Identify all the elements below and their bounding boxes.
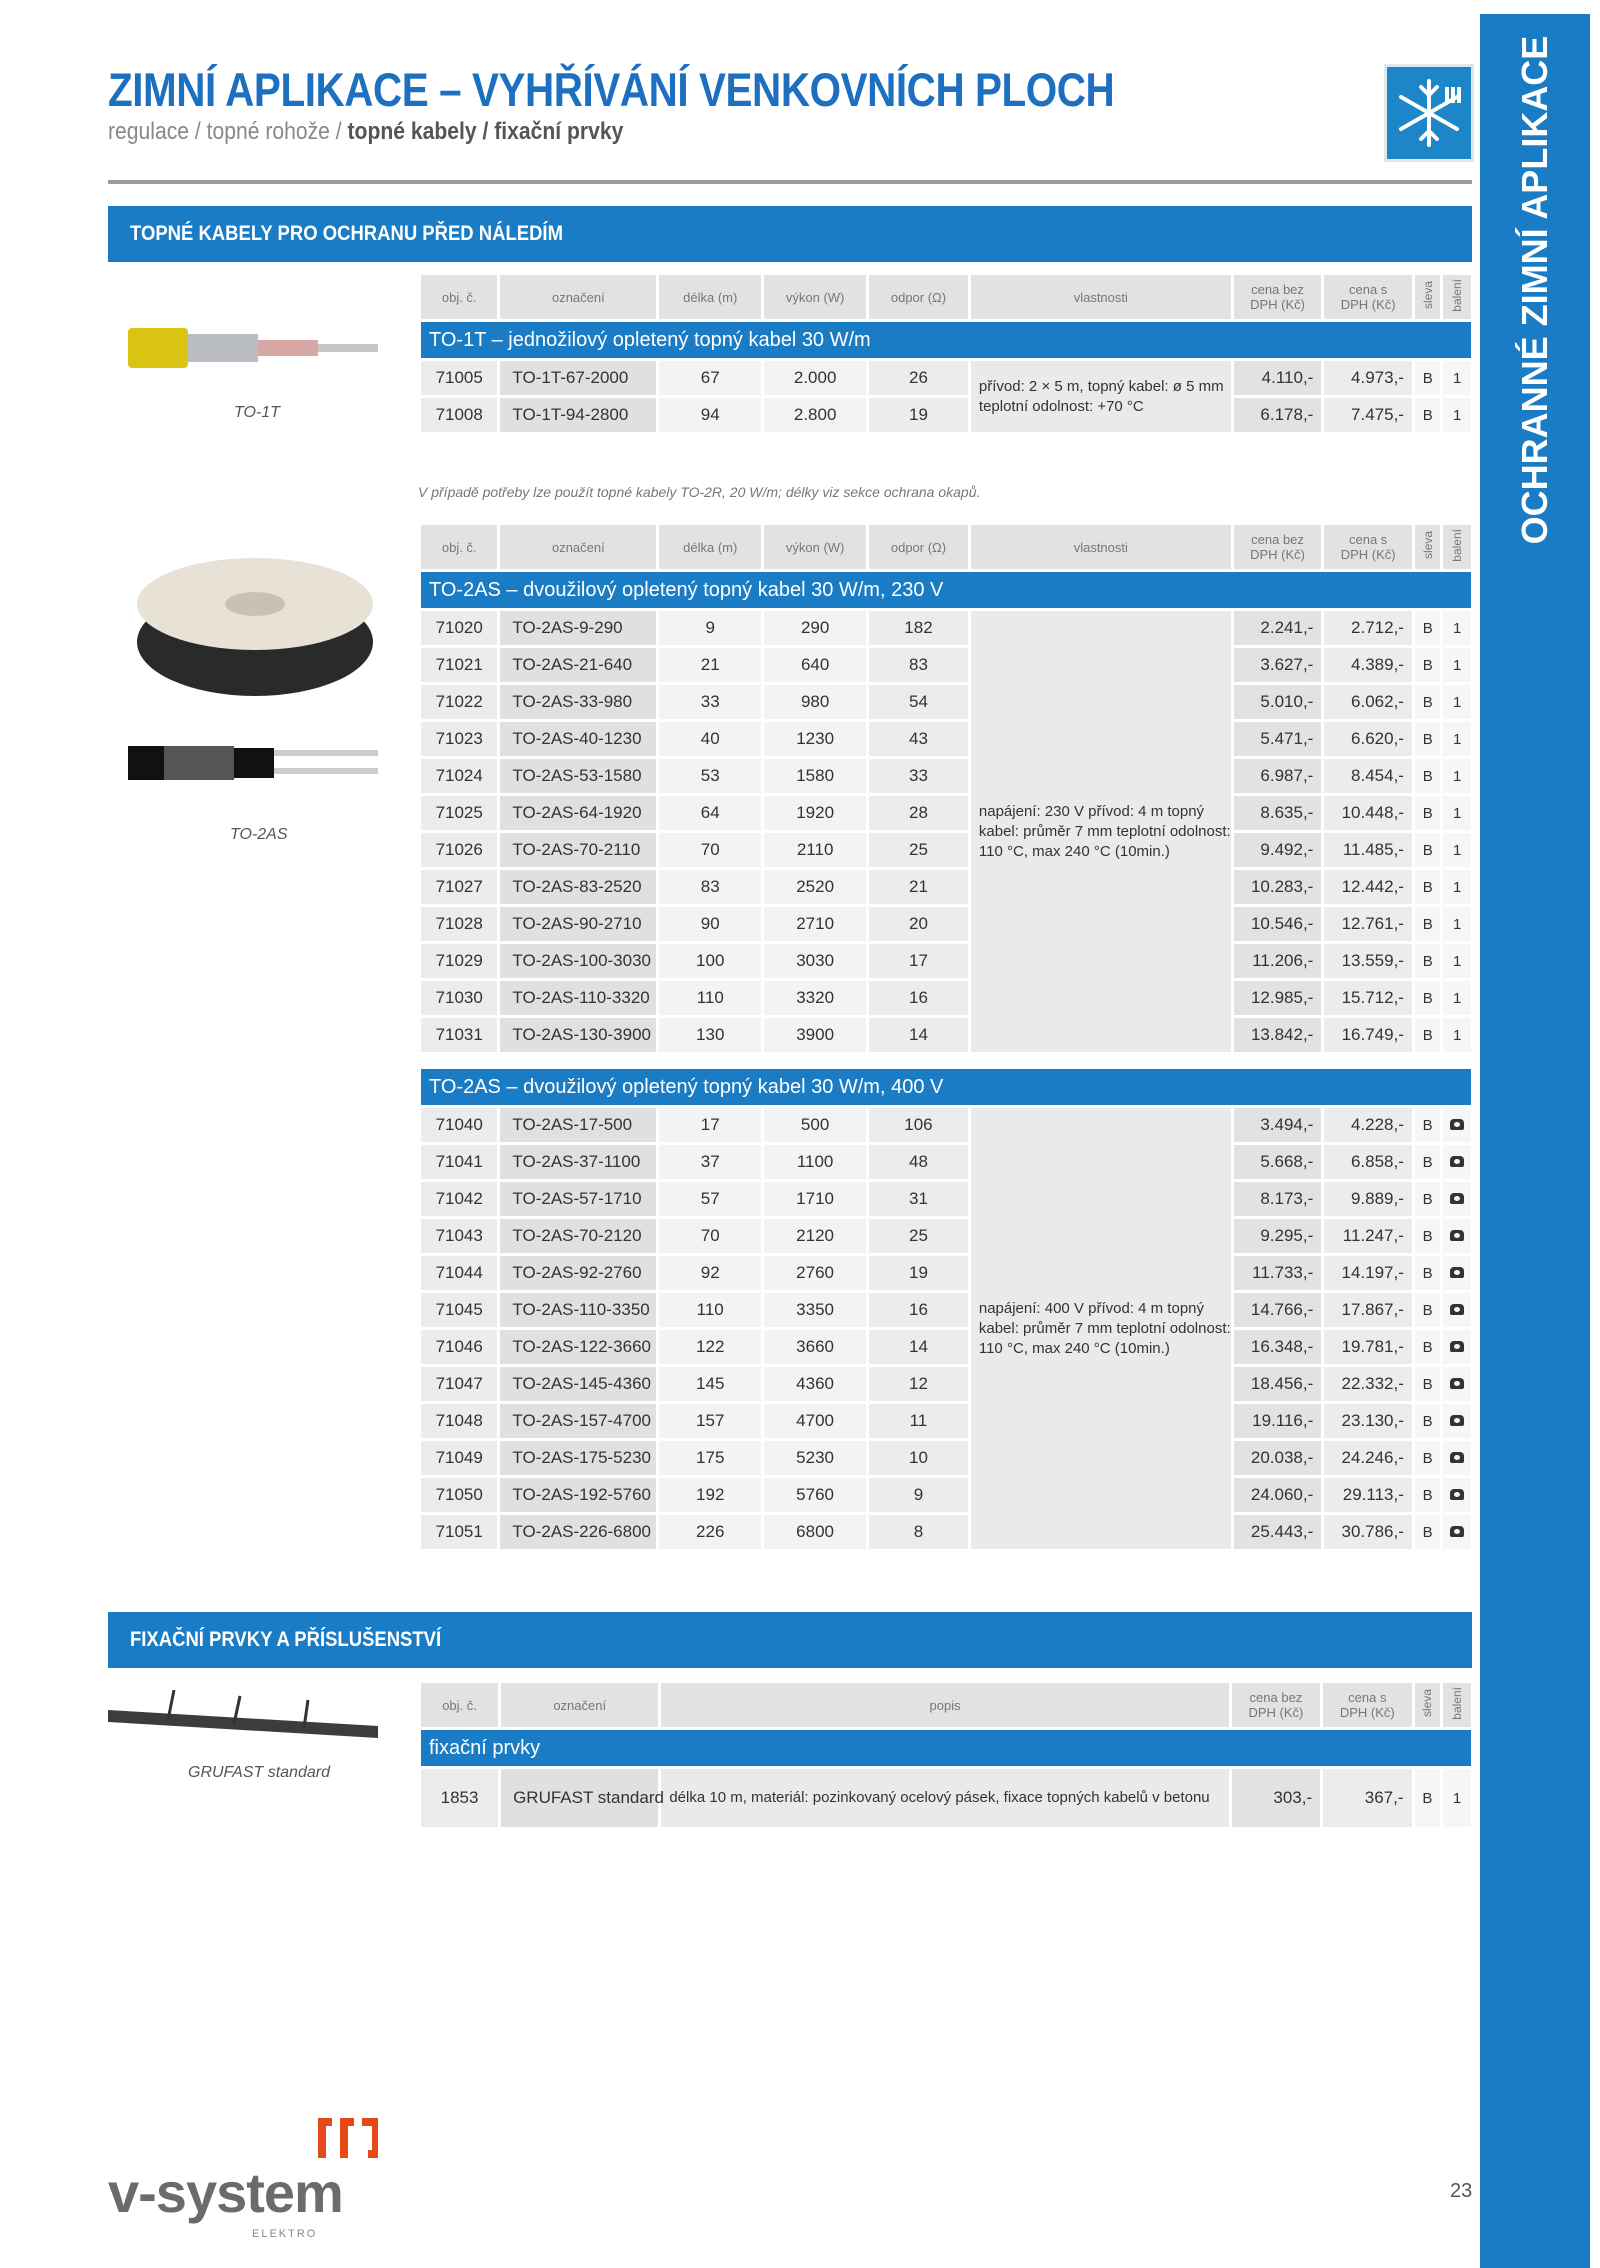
table-row: 71049 TO-2AS-175-5230 175 5230 10 20.038,- 24.246,- B bbox=[421, 1441, 1471, 1475]
col-name: označení bbox=[500, 275, 656, 319]
table-row: 71050 TO-2AS-192-5760 192 5760 9 24.060,- 29.113,- B bbox=[421, 1478, 1471, 1512]
page-number: 23 bbox=[1450, 2180, 1473, 2202]
table-row: 71044 TO-2AS-92-2760 92 2760 19 11.733,- 14.197,- B bbox=[421, 1256, 1471, 1290]
props-cell: napájení: 400 V přívod: 4 m topný kabel: průměr 7 mm teplotní odolnost: 110 °C, max 240 °C (10min.) bbox=[971, 1108, 1231, 1549]
page-title: ZIMNÍ APLIKACE – VYHŘÍVÁNÍ VENKOVNÍCH PLOCH bbox=[108, 63, 1115, 116]
table-row: 71046 TO-2AS-122-3660 122 3660 14 16.348,- 19.781,- B bbox=[421, 1330, 1471, 1364]
group-header: TO-2AS – dvoužilový opletený topný kabel 30 W/m, 400 V bbox=[421, 1069, 1471, 1105]
snowflake-icon bbox=[1384, 64, 1474, 162]
table-row: 71030 TO-2AS-110-3320 110 3320 16 12.985,- 15.712,- B 1 bbox=[421, 981, 1471, 1015]
group-header: TO-1T – jednožilový opletený topný kabel 30 W/m bbox=[421, 322, 1471, 358]
col-price-net: cena bez DPH (Kč) bbox=[1234, 275, 1322, 319]
phone-icon bbox=[1450, 1267, 1464, 1278]
table-row: 71028 TO-2AS-90-2710 90 2710 20 10.546,- 12.761,- B 1 bbox=[421, 907, 1471, 941]
cable-to1t-image bbox=[128, 318, 378, 378]
table-row: 71020 TO-2AS-9-290 9 290 182 napájení: 230 V přívod: 4 m topný kabel: průměr 7 mm teplotní odolnost: 110 °C, max 240 °C (10min.) 2.241,- 2.712,- B 1 bbox=[421, 611, 1471, 645]
table-to1t bbox=[418, 272, 1474, 435]
phone-icon bbox=[1450, 1415, 1464, 1426]
table-fixing: obj. č. označení popis cena bez DPH (Kč) cena s DPH (Kč) sleva balení fixační prvky 1853 GRUFAST standard délka 10 m, materiál: pozinkovaný ocelový pásek, fixace topných kabelů v betonu 303,- 367,- B 1 bbox=[418, 1680, 1474, 1830]
table-row: 71042 TO-2AS-57-1710 57 1710 31 8.173,- 9.889,- B bbox=[421, 1182, 1471, 1216]
group-header: TO-2AS – dvoužilový opletený topný kabel 30 W/m, 230 V bbox=[421, 572, 1471, 608]
sidebar-title: OCHRANNÉ ZIMNÍ APLIKACE bbox=[1514, 35, 1555, 545]
table-row: 71041 TO-2AS-37-1100 37 1100 48 5.668,- 6.858,- B bbox=[421, 1145, 1471, 1179]
col-sleva: sleva bbox=[1415, 275, 1440, 319]
brand-logo-mark bbox=[312, 2112, 384, 2166]
cable-to2as-image bbox=[128, 740, 378, 786]
col-price-vat: cena s DPH (Kč) bbox=[1324, 275, 1412, 319]
col-len: délka (m) bbox=[659, 275, 761, 319]
cable-reel-image bbox=[132, 546, 378, 702]
table-row: 71024 TO-2AS-53-1580 53 1580 33 6.987,- 8.454,- B 1 bbox=[421, 759, 1471, 793]
phone-icon bbox=[1450, 1193, 1464, 1204]
header-rule bbox=[108, 180, 1472, 184]
col-desc: popis bbox=[661, 1683, 1228, 1727]
caption-grufast: GRUFAST standard bbox=[188, 1764, 330, 1781]
table-row: 71027 TO-2AS-83-2520 83 2520 21 10.283,- 12.442,- B 1 bbox=[421, 870, 1471, 904]
table-row: 71026 TO-2AS-70-2110 70 2110 25 9.492,- 11.485,- B 1 bbox=[421, 833, 1471, 867]
section-fixing: FIXAČNÍ PRVKY A PŘÍSLUŠENSTVÍ bbox=[108, 1612, 1472, 1668]
breadcrumb-current: topné kabely / fixační prvky bbox=[347, 118, 624, 145]
table-row: 71045 TO-2AS-110-3350 110 3350 16 14.766,- 17.867,- B bbox=[421, 1293, 1471, 1327]
phone-icon bbox=[1450, 1230, 1464, 1241]
caption-to1t: TO-1T bbox=[234, 404, 280, 421]
props-cell: přívod: 2 × 5 m, topný kabel: ø 5 mm teplotní odolnost: +70 °C bbox=[971, 361, 1231, 432]
phone-icon bbox=[1450, 1378, 1464, 1389]
table-row: 71051 TO-2AS-226-6800 226 6800 8 25.443,- 30.786,- B bbox=[421, 1515, 1471, 1549]
table-row: 71022 TO-2AS-33-980 33 980 54 5.010,- 6.062,- B 1 bbox=[421, 685, 1471, 719]
table-row: 71023 TO-2AS-40-1230 40 1230 43 5.471,- 6.620,- B 1 bbox=[421, 722, 1471, 756]
table-row: 71029 TO-2AS-100-3030 100 3030 17 11.206,- 13.559,- B 1 bbox=[421, 944, 1471, 978]
grufast-image bbox=[108, 1690, 378, 1750]
table-row: 71005 TO-1T-67-2000 67 2.000 26 přívod: 2 × 5 m, topný kabel: ø 5 mm teplotní odolnost: +70 °C 4.110,- 4.973,- B 1 bbox=[421, 361, 1471, 395]
table-to2as-230: obj. č. označení délka (m) výkon (W) odpor (Ω) vlastnosti cena bez DPH (Kč) cena s DPH (Kč) sleva balení TO-2AS – dvoužilový opletený topný kabel 30 W/m, 230 V 71020 TO-2AS-9-290 9 290 182 napájení: 230 V přívod: 4 m topný kabel: průměr 7 mm teplotní odolnost: 110 °C, max 240 °C (10min.) 2.241,- 2.712,- B 1 71021 TO-2AS-21-640 21 640 83 3.627,- 4.389,- B 1 71022 TO-2AS-33-980 33 980 54 5.010,- 6.062,- B 1 71023 TO-2AS-40-1230 40 1230 43 5.471,- 6.620,- B 1 71024 TO-2AS-53-1580 53 1580 33 6.987,- 8.454,- B 1 71025 TO-2AS-64-1920 64 1920 28 8.635,- 10.448,- B 1 71026 TO-2AS-70-2110 70 2110 25 9.492,- 11.485,- B 1 71027 TO-2AS-83-2520 83 2520 21 10.283,- 12.442,- B 1 71028 TO-2AS-90-2710 90 2710 20 10.546,- 12.761,- B 1 71029 TO-2AS-100-3030 100 3030 17 11.206,- 13.559,- B 1 71030 TO-2AS-110-3320 110 3320 16 12.985,- 15.712,- B 1 71031 TO-2AS-130-3900 130 3900 14 13.842,- 16.749,- B 1 bbox=[418, 522, 1474, 1055]
col-res: odpor (Ω) bbox=[869, 275, 968, 319]
table-row: 71031 TO-2AS-130-3900 130 3900 14 13.842,- 16.749,- B 1 bbox=[421, 1018, 1471, 1052]
note: V případě potřeby lze použít topné kabely TO-2R, 20 W/m; délky viz sekce ochrana okapů. bbox=[418, 484, 981, 500]
phone-icon bbox=[1450, 1489, 1464, 1500]
phone-icon bbox=[1450, 1119, 1464, 1130]
brand-sub: ELEKTRO bbox=[252, 2228, 318, 2240]
phone-icon bbox=[1450, 1341, 1464, 1352]
section-heating-cables: TOPNÉ KABELY PRO OCHRANU PŘED NÁLEDÍM bbox=[108, 206, 1472, 262]
breadcrumb-plain: regulace / topné rohože / bbox=[108, 118, 348, 145]
phone-icon bbox=[1450, 1304, 1464, 1315]
phone-icon bbox=[1450, 1156, 1464, 1167]
group-header: fixační prvky bbox=[421, 1730, 1471, 1766]
phone-icon bbox=[1450, 1526, 1464, 1537]
phone-icon bbox=[1450, 1452, 1464, 1463]
caption-to2as: TO-2AS bbox=[230, 826, 288, 843]
col-pow: výkon (W) bbox=[764, 275, 866, 319]
col-props: vlastnosti bbox=[971, 275, 1231, 319]
col-obj: obj. č. bbox=[421, 275, 497, 319]
table-row: 71021 TO-2AS-21-640 21 640 83 3.627,- 4.389,- B 1 bbox=[421, 648, 1471, 682]
props-cell: napájení: 230 V přívod: 4 m topný kabel: průměr 7 mm teplotní odolnost: 110 °C, max 240 °C (10min.) bbox=[971, 611, 1231, 1052]
table-row: 71047 TO-2AS-145-4360 145 4360 12 18.456,- 22.332,- B bbox=[421, 1367, 1471, 1401]
table-row: 71048 TO-2AS-157-4700 157 4700 11 19.116,- 23.130,- B bbox=[421, 1404, 1471, 1438]
brand-logo: v-system bbox=[108, 2161, 343, 2224]
col-inkl: balení bbox=[1443, 275, 1471, 319]
table-row: 71025 TO-2AS-64-1920 64 1920 28 8.635,- 10.448,- B 1 bbox=[421, 796, 1471, 830]
table-to2as-400 bbox=[418, 1066, 1474, 1552]
table-row: 71008 TO-1T-94-2800 94 2.800 19 6.178,- 7.475,- B 1 bbox=[421, 398, 1471, 432]
table-row: 71040 TO-2AS-17-500 17 500 106 napájení: 400 V přívod: 4 m topný kabel: průměr 7 mm teplotní odolnost: 110 °C, max 240 °C (10min.) 3.494,- 4.228,- B bbox=[421, 1108, 1471, 1142]
breadcrumb bbox=[108, 118, 623, 146]
table-row: 71043 TO-2AS-70-2120 70 2120 25 9.295,- 11.247,- B bbox=[421, 1219, 1471, 1253]
table-row: 1853 GRUFAST standard délka 10 m, materiál: pozinkovaný ocelový pásek, fixace topných kabelů v betonu 303,- 367,- B 1 bbox=[421, 1769, 1471, 1827]
